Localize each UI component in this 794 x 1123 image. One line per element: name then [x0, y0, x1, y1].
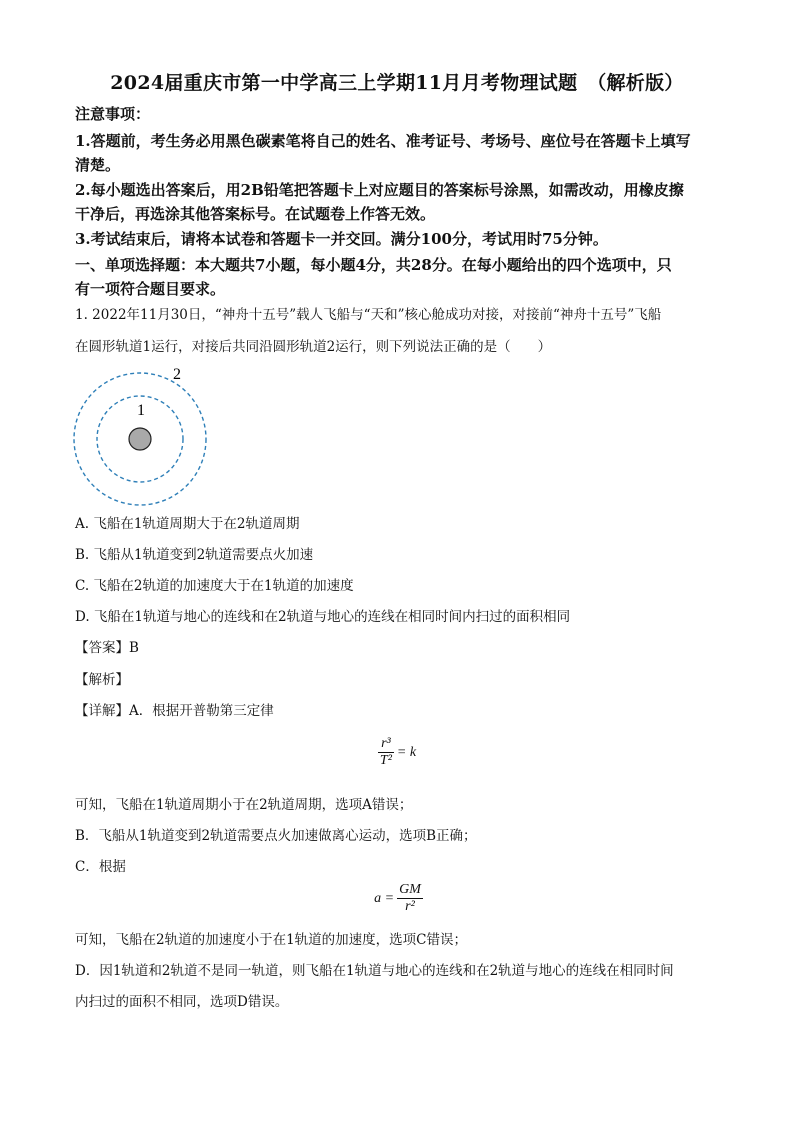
orbit-label-1: 1	[137, 402, 145, 419]
option-d: D. 飞船在1轨道与地心的连线和在2轨道与地心的连线在相同时间内扫过的面积相同	[75, 609, 571, 625]
orbit-label-2: 2	[173, 366, 181, 383]
explain-d1: D．因1轨道和2轨道不是同一轨道，则飞船在1轨道与地心的连线和在2轨道与地心的连线在相同时间	[75, 963, 674, 979]
notice-2b: 干净后，再选涂其他答案标号。在试题卷上作答无效。	[75, 205, 436, 223]
answer-line: 【答案】B	[75, 640, 139, 656]
notice-1a: 1.答题前，考生务必用黑色碳素笔将自己的姓名、准考证号、考场号、座位号在答题卡上填写	[75, 132, 691, 150]
analysis-heading: 【解析】	[75, 672, 129, 688]
notice-heading: 注意事项：	[75, 105, 151, 123]
explain-a: 可知，飞船在1轨道周期小于在2轨道周期，选项A错误；	[75, 797, 413, 813]
explain-b: B．飞船从1轨道变到2轨道需要点火加速做离心运动，选项B正确；	[75, 828, 477, 844]
notice-1b: 清楚。	[75, 156, 121, 174]
explain-d2: 内扫过的面积不相同，选项D错误。	[75, 994, 289, 1010]
formula-kepler-denominator: T²	[379, 753, 392, 768]
question-1-stem-a: 1. 2022年11月30日，“神舟十五号”载人飞船与“天和”核心舱成功对接，对接前“神舟十五号”飞船	[75, 307, 662, 323]
explain-c2: 可知，飞船在2轨道的加速度小于在1轨道的加速度，选项C错误；	[75, 932, 468, 948]
notice-2a: 2.每小题选出答案后，用2B铅笔把答题卡上对应题目的答案标号涂黑，如需改动，用橡皮擦	[75, 181, 684, 199]
orbit-diagram	[70, 362, 215, 507]
page-title: 2024届重庆市第一中学高三上学期11月月考物理试题 （解析版）	[110, 72, 684, 94]
option-c: C. 飞船在2轨道的加速度大于在1轨道的加速度	[75, 578, 354, 594]
formula-kepler-rhs: = k	[396, 744, 417, 760]
earth-icon	[129, 428, 151, 450]
option-a: A. 飞船在1轨道周期大于在2轨道周期	[75, 516, 300, 532]
detail-line: 【详解】A．根据开普勒第三定律	[75, 703, 274, 719]
section-heading-b: 有一项符合题目要求。	[75, 280, 226, 298]
formula-kepler	[0, 736, 794, 769]
formula-acceleration-lhs: a =	[374, 890, 395, 906]
formula-kepler-numerator: r³	[378, 736, 394, 753]
formula-acceleration-numerator: GM	[399, 882, 421, 897]
formula-acceleration	[0, 882, 794, 915]
explain-c: C．根据	[75, 859, 126, 875]
option-b: B. 飞船从1轨道变到2轨道需要点火加速	[75, 547, 314, 563]
section-heading-a: 一、单项选择题：本大题共7小题，每小题4分，共28分。在每小题给出的四个选项中，只	[75, 256, 672, 274]
notice-3: 3.考试结束后，请将本试卷和答题卡一并交回。满分100分，考试用时75分钟。	[75, 230, 608, 248]
formula-acceleration-denominator: r²	[405, 899, 415, 914]
question-1-stem-b: 在圆形轨道1运行，对接后共同沿圆形轨道2运行，则下列说法正确的是（ ）	[75, 339, 552, 355]
